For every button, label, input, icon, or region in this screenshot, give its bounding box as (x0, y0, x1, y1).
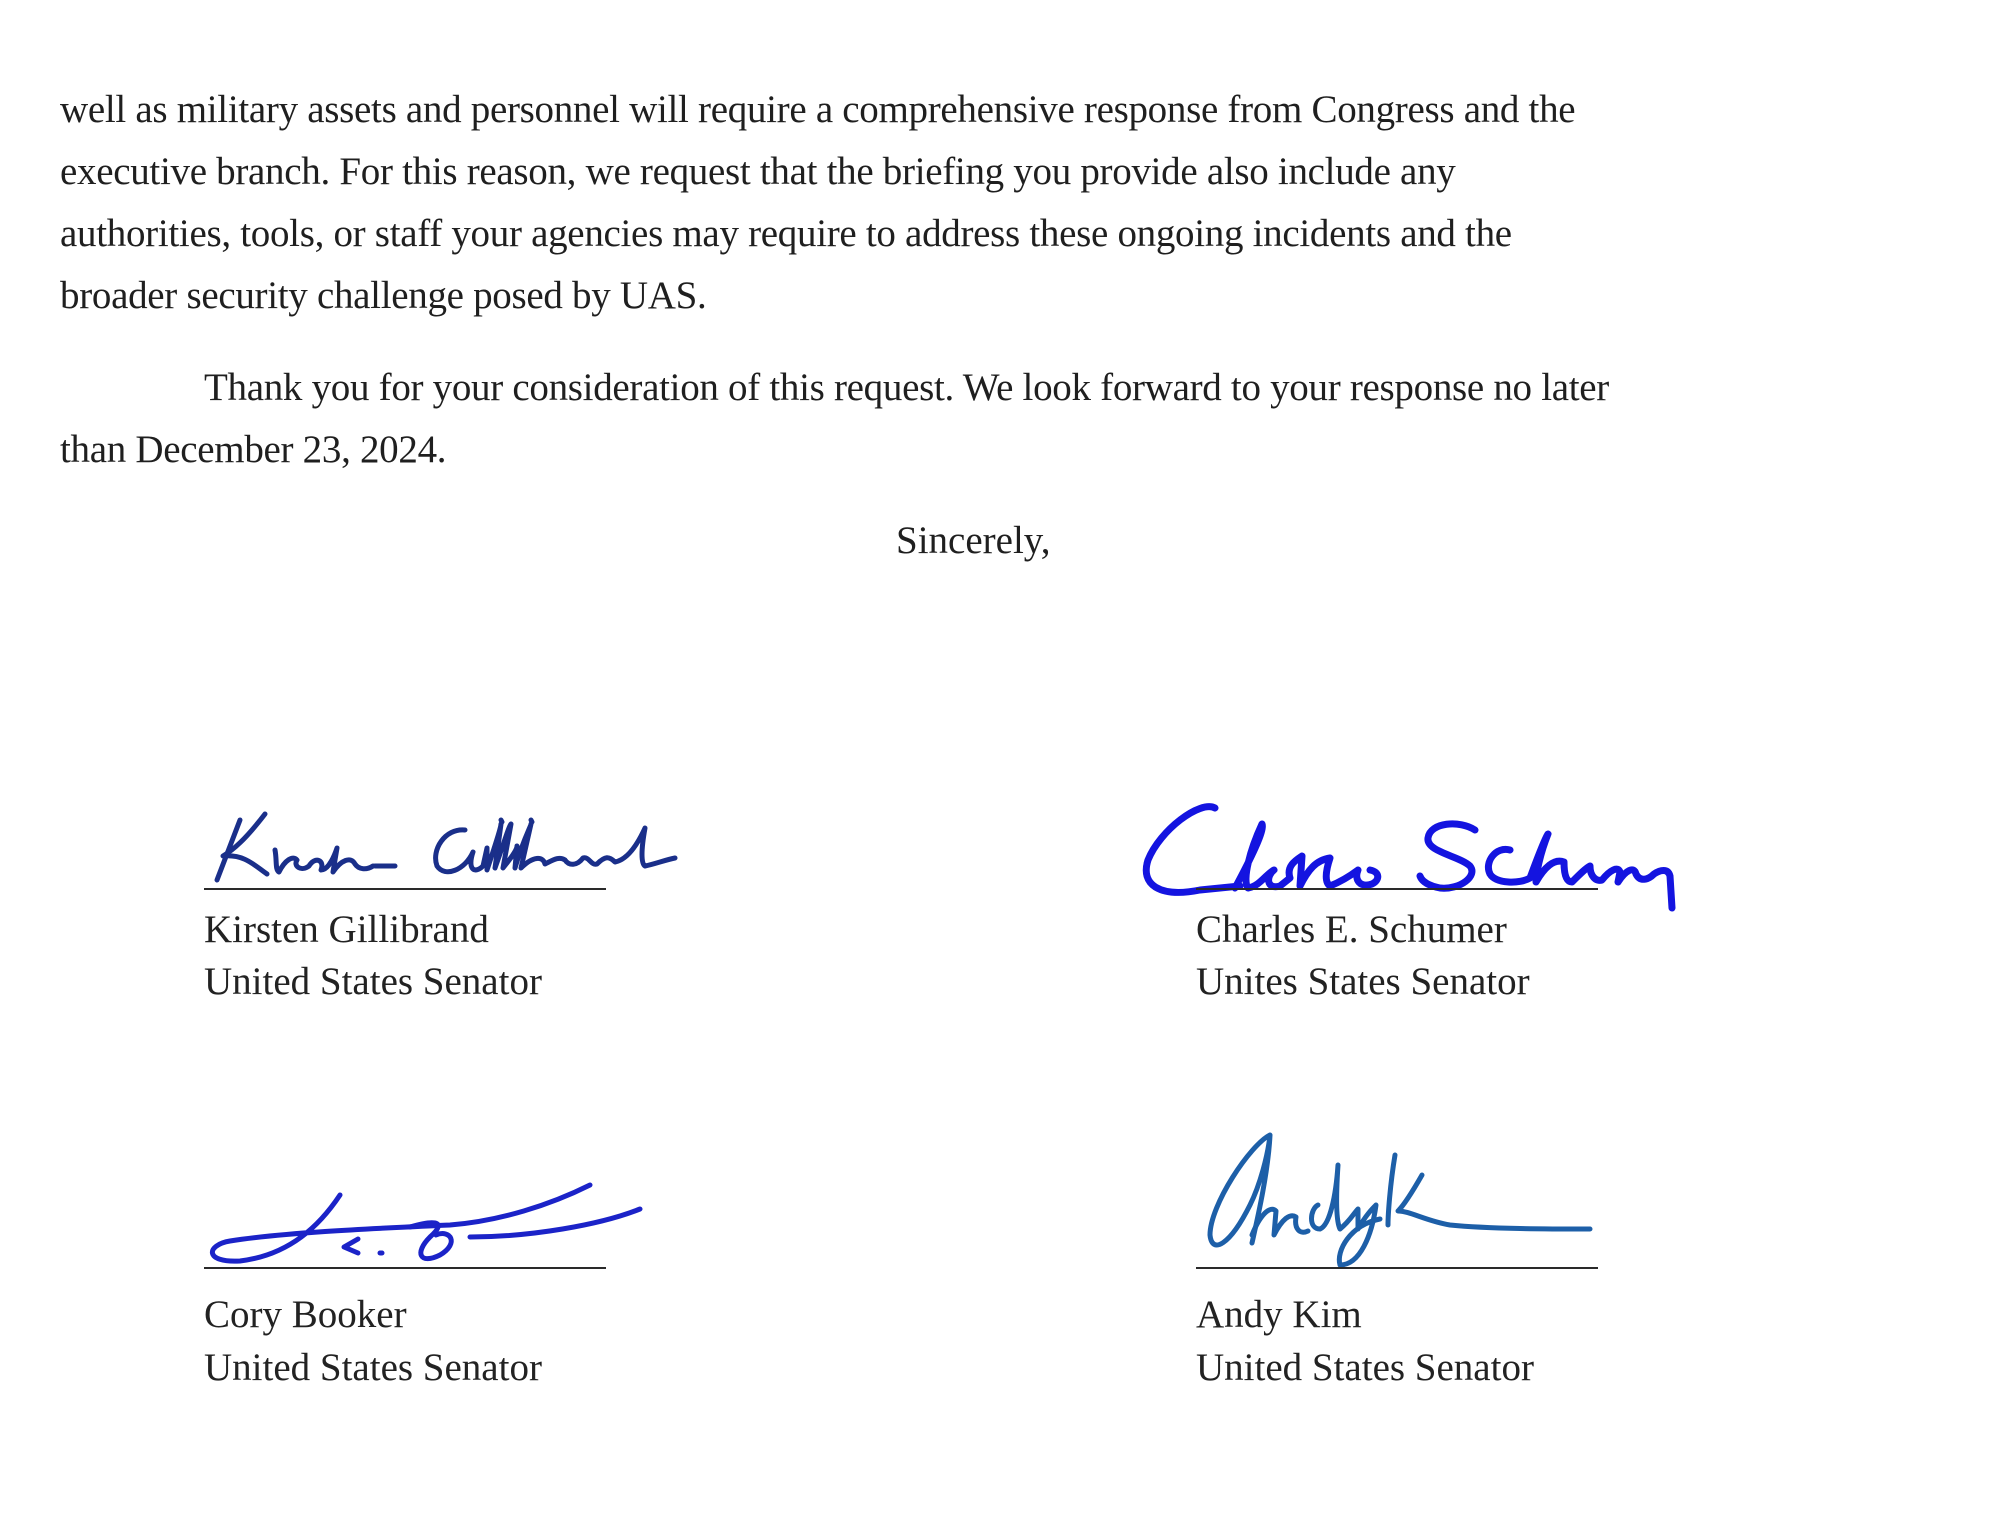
signature-kim-icon (1190, 1125, 1610, 1295)
signatory-title-kim: United States Senator (1196, 1346, 1534, 1389)
paragraph-2-line-2: than December 23, 2024. (60, 428, 447, 471)
signatory-name-booker: Cory Booker (204, 1293, 407, 1336)
signatory-title-gillibrand: United States Senator (204, 960, 542, 1003)
paragraph-1-line-3: authorities, tools, or staff your agencies may require to address these ongoing incidents and the (60, 212, 1512, 255)
paragraph-1-line-1: well as military assets and personnel will require a comprehensive response from Congress and the (60, 88, 1576, 131)
signature-line-kim (1196, 1267, 1598, 1269)
signatory-name-kim: Andy Kim (1196, 1293, 1362, 1336)
paragraph-1-line-4: broader security challenge posed by UAS. (60, 274, 707, 317)
signatory-name-schumer: Charles E. Schumer (1196, 908, 1507, 951)
signature-gillibrand-icon (205, 800, 715, 890)
paragraph-2-line-1: Thank you for your consideration of this request. We look forward to your response no later (204, 366, 1609, 409)
signature-line-gillibrand (204, 888, 606, 890)
signatory-title-booker: United States Senator (204, 1346, 542, 1389)
signatory-title-schumer: Unites States Senator (1196, 960, 1530, 1003)
signature-line-booker (204, 1267, 606, 1269)
closing-salutation: Sincerely, (896, 519, 1051, 562)
signature-schumer-icon (1140, 790, 1700, 920)
paragraph-1-line-2: executive branch. For this reason, we request that the briefing you provide also include any (60, 150, 1456, 193)
signature-booker-icon (200, 1165, 660, 1275)
signatory-name-gillibrand: Kirsten Gillibrand (204, 908, 489, 951)
signature-line-schumer (1196, 888, 1598, 890)
